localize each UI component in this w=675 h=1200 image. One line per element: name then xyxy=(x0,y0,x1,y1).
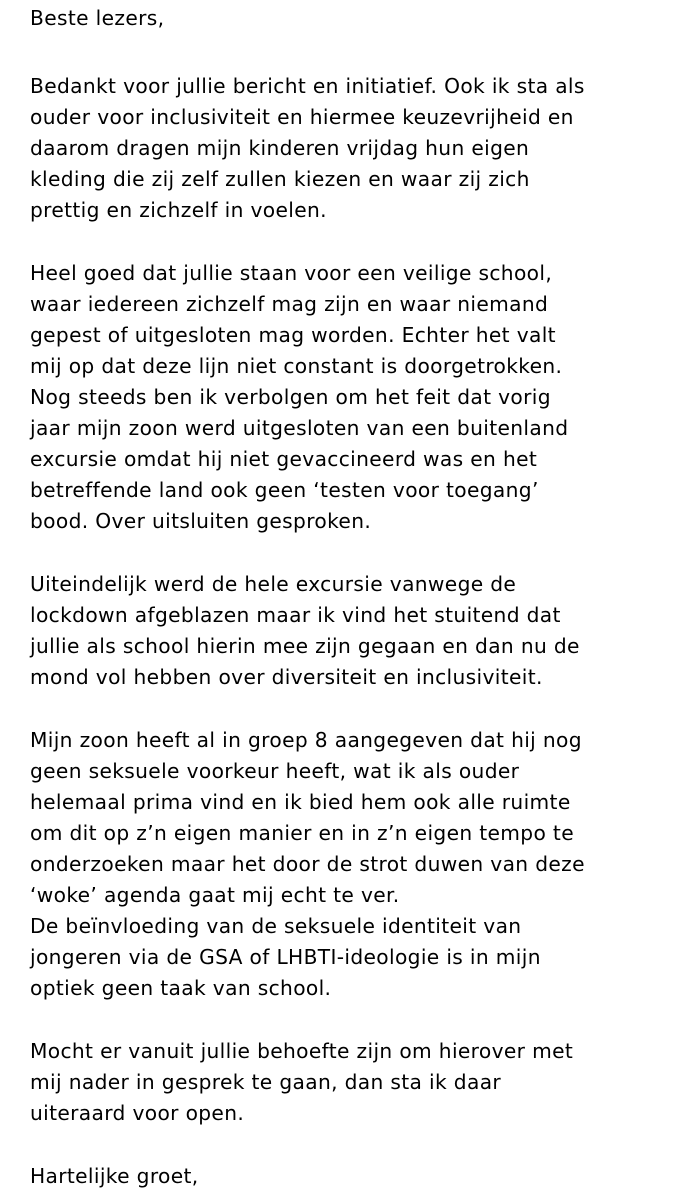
paragraph-line: lockdown afgeblazen maar ik vind het stuitend dat xyxy=(30,603,561,627)
paragraph-line: daarom dragen mijn kinderen vrijdag hun eigen xyxy=(30,136,530,160)
paragraph-line: uiteraard voor open. xyxy=(30,1101,245,1125)
paragraph-line: Mocht er vanuit jullie behoefte zijn om hierover met xyxy=(30,1039,574,1063)
paragraph-line: excursie omdat hij niet gevaccineerd was en het xyxy=(30,447,538,471)
paragraph-line: onderzoeken maar het door de strot duwen van deze xyxy=(30,852,585,876)
paragraph-line: kleding die zij zelf zullen kiezen en waar zij zich xyxy=(30,167,530,191)
paragraph-line: geen seksuele voorkeur heeft, wat ik als ouder xyxy=(30,759,520,783)
paragraph-line: prettig en zichzelf in voelen. xyxy=(30,198,327,222)
paragraph-line: mij nader in gesprek te gaan, dan sta ik daar xyxy=(30,1070,502,1094)
paragraph-line: De beïnvloeding van de seksuele identiteit van xyxy=(30,914,522,938)
paragraph-line: Nog steeds ben ik verbolgen om het feit dat vorig xyxy=(30,385,551,409)
paragraph-line: jaar mijn zoon werd uitgesloten van een buitenland xyxy=(30,416,569,440)
paragraph-line: betreffende land ook geen ‘testen voor toegang’ xyxy=(30,478,539,502)
paragraph-line: mij op dat deze lijn niet constant is doorgetrokken. xyxy=(30,354,563,378)
paragraph-line: jullie als school hierin mee zijn gegaan en dan nu de xyxy=(30,634,580,658)
paragraph-line: ouder voor inclusiviteit en hiermee keuzevrijheid en xyxy=(30,105,574,129)
paragraph-line: mond vol hebben over diversiteit en inclusiviteit. xyxy=(30,665,543,689)
paragraph-line: jongeren via de GSA of LHBTI-ideologie is in mijn xyxy=(30,945,541,969)
paragraph-line: Heel goed dat jullie staan voor een veilige school, xyxy=(30,261,553,285)
paragraph-line: Mijn zoon heeft al in groep 8 aangegeven dat hij nog xyxy=(30,728,582,752)
paragraph-line: gepest of uitgesloten mag worden. Echter het valt xyxy=(30,323,556,347)
paragraph-line: bood. Over uitsluiten gesproken. xyxy=(30,509,372,533)
paragraph-line: om dit op z’n eigen manier en in z’n eigen tempo te xyxy=(30,821,574,845)
closing: Hartelijke groet, xyxy=(30,1164,199,1188)
paragraph-line: Bedankt voor jullie bericht en initiatief. Ook ik sta als xyxy=(30,74,585,98)
paragraph-line: helemaal prima vind en ik bied hem ook alle ruimte xyxy=(30,790,571,814)
paragraph-line: Uiteindelijk werd de hele excursie vanwege de xyxy=(30,572,517,596)
greeting: Beste lezers, xyxy=(30,6,165,30)
paragraph-line: waar iedereen zichzelf mag zijn en waar niemand xyxy=(30,292,549,316)
paragraph-line: ‘woke’ agenda gaat mij echt te ver. xyxy=(30,883,400,907)
paragraph-line: optiek geen taak van school. xyxy=(30,976,332,1000)
